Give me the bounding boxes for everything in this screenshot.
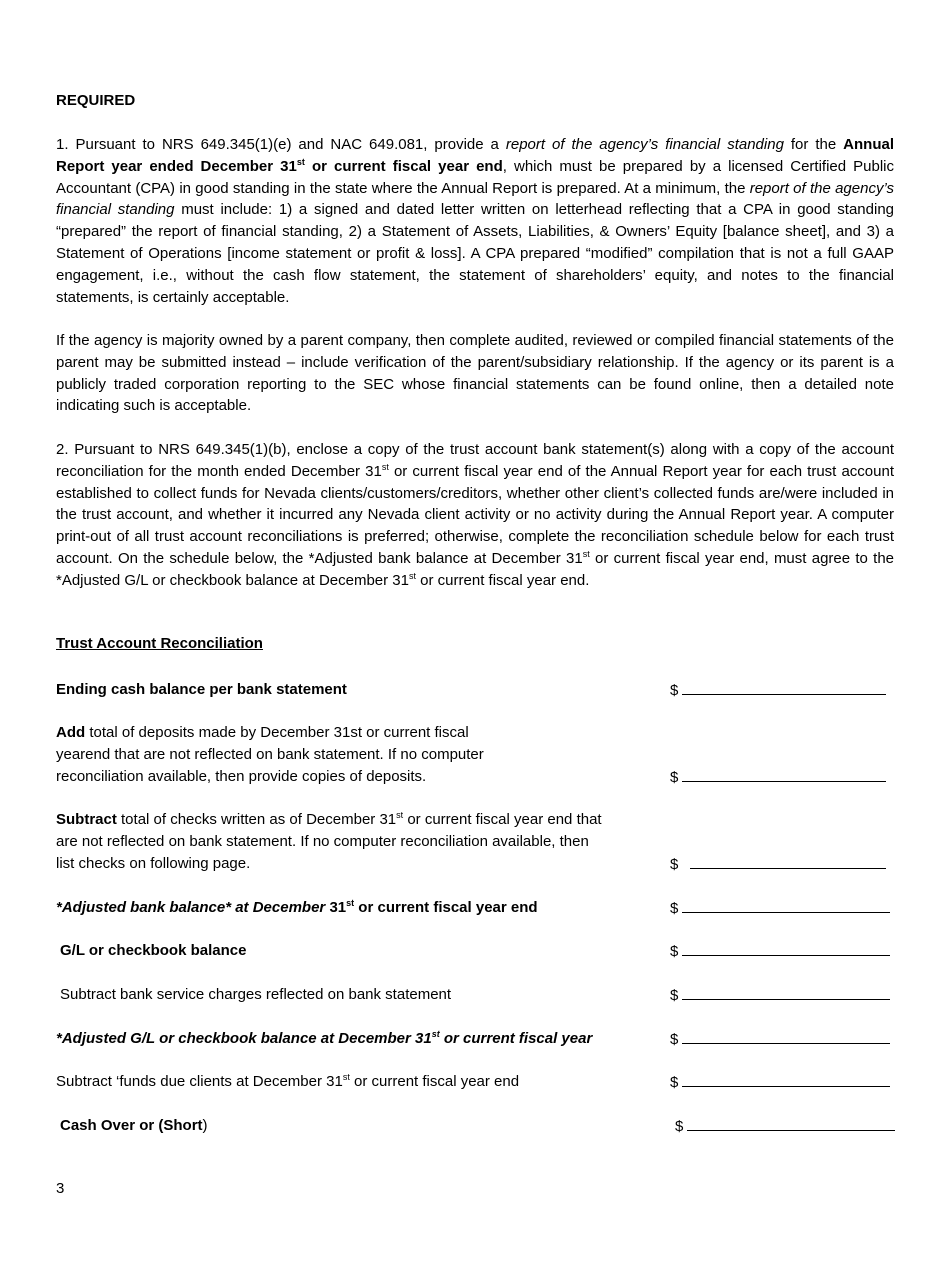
p3-text-3: or current fiscal year end, must agree to the *Adjusted G/L or checkbook balance at December 31 xyxy=(56,549,894,589)
p3-text-1: 2. Pursuant to NRS 649.345(1)(b), enclose a copy of the trust account bank statement(s) along with a copy of the account reconciliation for the month ended December 31 xyxy=(56,441,894,480)
p3-text-2: or current fiscal year end of the Annual Report year for each trust account established to collect funds for Nevada clients/customers/creditors, whether other client’s collected funds are/were included in the trust account, and whether it incurred any Nevada client activity or no activity during the Annual Report year. A computer print-out of all trust account reconciliations is preferred; otherwise, complete the reconciliation schedule below for each trust account. On the schedule below, the *Adjusted bank balance at December 31 xyxy=(56,462,894,567)
blank-line xyxy=(682,984,890,1000)
p1-bold-2: or current fiscal year end xyxy=(304,157,503,175)
row-subtract-checks xyxy=(56,809,611,874)
row-cash-over-short-paren: ) xyxy=(202,1117,208,1134)
row-funds-due-clients xyxy=(56,1071,616,1093)
row-gl-checkbook-label: G/L or checkbook balance xyxy=(60,942,247,959)
blank-line xyxy=(682,897,890,913)
section-title-trust-reconciliation: Trust Account Reconciliation xyxy=(56,635,263,652)
row-adjusted-gl-balance xyxy=(56,1028,616,1050)
currency-symbol: $ xyxy=(670,943,679,960)
currency-symbol: $ xyxy=(670,856,679,873)
row-adjusted-bank-bold-1: 31 xyxy=(329,899,347,916)
row-funds-due-text-2: or current fiscal year end xyxy=(349,1073,520,1090)
currency-symbol: $ xyxy=(670,769,679,786)
p1-italic-1: report of the agency’s financial standing xyxy=(505,136,784,153)
row-adjusted-bank-balance xyxy=(56,897,616,919)
row-add-deposits-text: total of deposits made by December 31st or current fiscal yearend that are not reflected on bank statement. If no computer reconciliation available, then provide copies of deposits. xyxy=(56,724,484,785)
paragraph-parent-company: If the agency is majority owned by a parent company, then complete audited, reviewed or compiled financial statements of the parent may be submitted instead – include verification of the parent/subsidiary relationship. If the agency or its parent is a publicly traded corporation reporting to the SEC whose financial statements can be found online, then a detailed note indicating such is acceptable. xyxy=(56,332,894,415)
row-bank-service-charges-label: Subtract bank service charges reflected on bank statement xyxy=(60,986,452,1003)
currency-symbol: $ xyxy=(670,1031,679,1048)
row-cash-over-short xyxy=(60,1115,620,1137)
row-adjusted-bank-sup: st xyxy=(346,898,355,908)
blank-line xyxy=(687,1115,895,1131)
p3-text-4: or current fiscal year end. xyxy=(416,571,590,589)
currency-symbol: $ xyxy=(670,987,679,1004)
row-subtract-checks-text-1: total of checks written as of December 31 xyxy=(116,811,397,828)
row-gl-checkbook-balance xyxy=(60,940,620,962)
row-adjusted-bank-bold-2: or current fiscal year end xyxy=(354,899,538,916)
blank-line xyxy=(682,766,886,782)
blank-line xyxy=(682,940,890,956)
paragraph-trust-account xyxy=(56,439,894,592)
currency-symbol: $ xyxy=(670,1074,679,1091)
heading-required: REQUIRED xyxy=(56,92,136,109)
row-funds-due-sup: st xyxy=(342,1072,350,1082)
paragraph-financial-standing xyxy=(56,134,894,308)
p3-sup-1: st xyxy=(381,461,389,472)
amount-field-adjusted-gl[interactable] xyxy=(670,1028,890,1051)
amount-field-cash-over-short[interactable] xyxy=(675,1115,895,1138)
p1-text-3: , which must be prepared by a licensed Certified Public Accountant (CPA) in good standing in the state where the Annual Report is prepared. At a minimum, the xyxy=(56,157,895,197)
p1-text-1: 1. Pursuant to NRS 649.345(1)(e) and NAC 649.081, provide a xyxy=(56,136,506,153)
row-funds-due-text-1: Subtract ‘funds due clients at December 31 xyxy=(56,1073,343,1090)
amount-field-service-charges[interactable] xyxy=(670,984,890,1007)
currency-symbol: $ xyxy=(670,682,679,699)
blank-line xyxy=(682,679,886,695)
row-subtract-checks-sup: st xyxy=(396,810,404,820)
amount-field-add-deposits[interactable] xyxy=(670,766,886,789)
row-bank-service-charges xyxy=(60,984,620,1006)
row-add-deposits xyxy=(56,722,516,787)
p3-sup-2: st xyxy=(582,548,590,559)
p1-text-4: must include: 1) a signed and dated letter written on letterhead reflecting that a CPA in good standing “prepared” the report of financial standing, 2) a Statement of Assets, Liabilities, & Owners’ Equity [balance sheet], and 3) a Statement of Operations [income statement or profit & loss]. A CPA prepared “modified” compilation that is not a full GAAP engagement, i.e., without the cash flow statement, the statement of shareholders’ equity, and notes to the financial statements, is certainly acceptable. xyxy=(56,201,894,306)
row-adjusted-gl-sup: st xyxy=(431,1029,440,1039)
blank-line xyxy=(690,853,886,869)
row-subtract-checks-text-2: or current fiscal year end that are not reflected on bank statement. If no computer reconciliation available, then list checks on following page. xyxy=(56,811,602,872)
currency-symbol: $ xyxy=(670,900,679,917)
row-adjusted-bank-italic: *Adjusted bank balance* at December xyxy=(56,899,330,916)
amount-field-ending-cash[interactable] xyxy=(670,679,886,702)
amount-field-adjusted-bank[interactable] xyxy=(670,897,890,920)
row-subtract-checks-bold: Subtract xyxy=(56,811,117,828)
currency-symbol: $ xyxy=(675,1118,684,1135)
amount-field-subtract-checks[interactable] xyxy=(670,853,886,876)
row-ending-cash-balance xyxy=(56,679,616,701)
amount-field-funds-due[interactable] xyxy=(670,1071,890,1094)
row-add-deposits-bold: Add xyxy=(56,724,86,741)
p1-italic-2: report of the agency’s financial standing xyxy=(56,179,895,219)
p1-text-2: for the xyxy=(783,136,844,153)
row-adjusted-gl-italic-2: or current fiscal year xyxy=(439,1030,593,1047)
blank-line xyxy=(682,1071,890,1087)
row-cash-over-short-bold: Cash Over or (Short xyxy=(60,1117,203,1134)
row-ending-cash-balance-label: Ending cash balance per bank statement xyxy=(56,681,347,698)
p3-sup-3: st xyxy=(408,570,416,581)
p1-bold-1: Annual Report year ended December 31 xyxy=(56,136,895,175)
p1-sup-1: st xyxy=(296,156,305,167)
row-adjusted-gl-italic-1: *Adjusted G/L or checkbook balance at December 31 xyxy=(56,1030,432,1047)
amount-field-gl-checkbook[interactable] xyxy=(670,940,890,963)
page-number: 3 xyxy=(56,1180,65,1197)
blank-line xyxy=(682,1028,890,1044)
